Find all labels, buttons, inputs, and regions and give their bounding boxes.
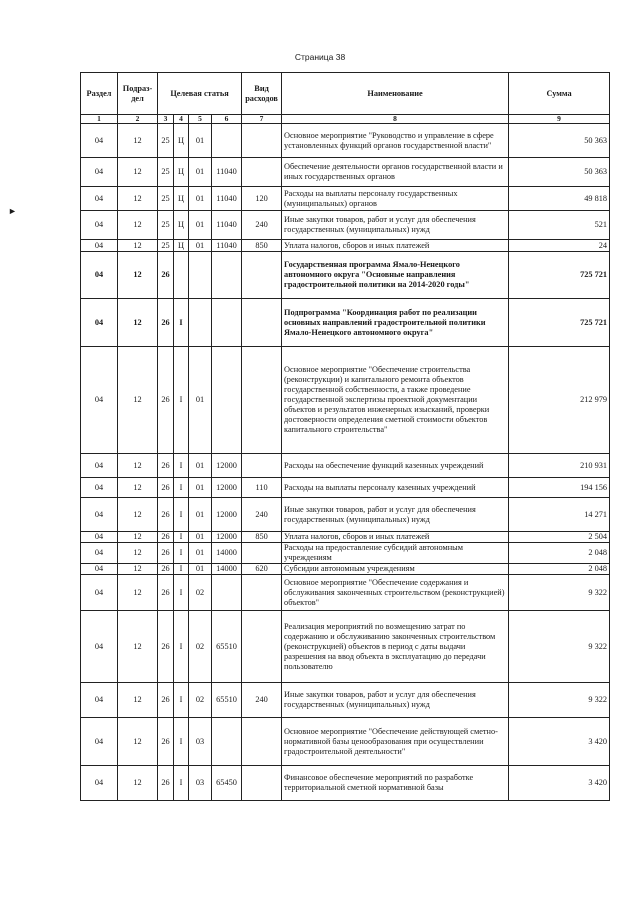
subsection-cell: 12: [118, 299, 158, 347]
section-cell: 04: [81, 766, 118, 801]
sum-cell: 50 363: [509, 158, 610, 187]
table-row: [81, 187, 610, 211]
expense-type-cell: [242, 158, 282, 187]
subsection-cell: 12: [118, 454, 158, 478]
name-cell: Уплата налогов, сборов и иных платежей: [282, 532, 509, 543]
column-number: 9: [509, 115, 610, 124]
direction-cell: 11040: [212, 187, 242, 211]
expense-type-cell: [242, 611, 282, 683]
column-number: 1: [81, 115, 118, 124]
subprogram-cell: Ц: [174, 240, 189, 252]
table-row: [81, 683, 610, 718]
event-cell: 01: [189, 543, 212, 564]
header-sum: Сумма: [509, 73, 610, 115]
program-cell: 25: [158, 158, 174, 187]
sum-cell: 3 420: [509, 766, 610, 801]
table-row: [81, 543, 610, 564]
subsection-cell: 12: [118, 498, 158, 532]
name-cell: Расходы на выплаты персоналу государственных (муниципальных) органов: [282, 187, 509, 211]
name-cell: Подпрограмма "Координация работ по реализации основных направлений градостроительной политики Ямало-Ненецкого автономного округа": [282, 299, 509, 347]
subprogram-cell: Ц: [174, 211, 189, 240]
expense-type-cell: 110: [242, 478, 282, 498]
sum-cell: 2 048: [509, 543, 610, 564]
section-cell: 04: [81, 543, 118, 564]
subprogram-cell: I: [174, 683, 189, 718]
section-cell: 04: [81, 347, 118, 454]
sum-cell: 212 979: [509, 347, 610, 454]
table-row: [81, 252, 610, 299]
name-cell: Иные закупки товаров, работ и услуг для обеспечения государственных (муниципальных) нужд: [282, 683, 509, 718]
subprogram-cell: I: [174, 766, 189, 801]
sum-cell: 210 931: [509, 454, 610, 478]
table-row: [81, 575, 610, 611]
expense-type-cell: 240: [242, 211, 282, 240]
section-cell: 04: [81, 718, 118, 766]
sum-cell: 49 818: [509, 187, 610, 211]
name-cell: Государственная программа Ямало-Ненецкого автономного округа "Основные направления градостроительной политики на 2014-2020 годы": [282, 252, 509, 299]
program-cell: 26: [158, 683, 174, 718]
sum-cell: 521: [509, 211, 610, 240]
section-cell: 04: [81, 211, 118, 240]
sum-cell: 2 504: [509, 532, 610, 543]
section-cell: 04: [81, 498, 118, 532]
subsection-cell: 12: [118, 683, 158, 718]
column-number: 5: [189, 115, 212, 124]
name-cell: Финансовое обеспечение мероприятий по разработке территориальной сметной нормативной базы: [282, 766, 509, 801]
subprogram-cell: Ц: [174, 124, 189, 158]
event-cell: 01: [189, 498, 212, 532]
direction-cell: 65450: [212, 766, 242, 801]
event-cell: 01: [189, 158, 212, 187]
header-name: Наименование: [282, 73, 509, 115]
subprogram-cell: I: [174, 478, 189, 498]
name-cell: Уплата налогов, сборов и иных платежей: [282, 240, 509, 252]
column-number: 3: [158, 115, 174, 124]
program-cell: 25: [158, 124, 174, 158]
expense-type-cell: [242, 252, 282, 299]
program-cell: 25: [158, 240, 174, 252]
direction-cell: 65510: [212, 683, 242, 718]
sum-cell: 24: [509, 240, 610, 252]
direction-cell: 14000: [212, 543, 242, 564]
subsection-cell: 12: [118, 252, 158, 299]
sum-cell: 194 156: [509, 478, 610, 498]
direction-cell: 11040: [212, 158, 242, 187]
budget-table: [80, 72, 610, 801]
name-cell: Обеспечение деятельности органов государственной власти и иных государственных органов: [282, 158, 509, 187]
section-cell: 04: [81, 158, 118, 187]
table-row: [81, 211, 610, 240]
table-row: [81, 564, 610, 575]
subsection-cell: 12: [118, 543, 158, 564]
table-row: [81, 766, 610, 801]
event-cell: 01: [189, 187, 212, 211]
table-row: [81, 478, 610, 498]
section-cell: 04: [81, 124, 118, 158]
program-cell: 26: [158, 564, 174, 575]
program-cell: 26: [158, 766, 174, 801]
name-cell: Основное мероприятие "Обеспечение содержания и обслуживания законченных строительством (реконструкцией) объектов": [282, 575, 509, 611]
expense-type-cell: [242, 575, 282, 611]
program-cell: 26: [158, 498, 174, 532]
name-cell: Расходы на предоставление субсидий автономным учреждениям: [282, 543, 509, 564]
direction-cell: 14000: [212, 564, 242, 575]
table-row: [81, 454, 610, 478]
event-cell: [189, 299, 212, 347]
event-cell: 01: [189, 347, 212, 454]
table-row: [81, 611, 610, 683]
direction-cell: [212, 124, 242, 158]
header-row: [81, 73, 610, 115]
program-cell: 25: [158, 187, 174, 211]
subprogram-cell: I: [174, 454, 189, 478]
name-cell: Расходы на обеспечение функций казенных учреждений: [282, 454, 509, 478]
subsection-cell: 12: [118, 240, 158, 252]
subsection-cell: 12: [118, 766, 158, 801]
subsection-cell: 12: [118, 347, 158, 454]
section-cell: 04: [81, 252, 118, 299]
direction-cell: 11040: [212, 240, 242, 252]
program-cell: 26: [158, 478, 174, 498]
subsection-cell: 12: [118, 718, 158, 766]
table-row: [81, 498, 610, 532]
section-cell: 04: [81, 532, 118, 543]
program-cell: 26: [158, 252, 174, 299]
column-number: 2: [118, 115, 158, 124]
subsection-cell: 12: [118, 211, 158, 240]
sum-cell: 9 322: [509, 611, 610, 683]
event-cell: 01: [189, 564, 212, 575]
expense-type-cell: 850: [242, 240, 282, 252]
section-cell: 04: [81, 240, 118, 252]
name-cell: Иные закупки товаров, работ и услуг для обеспечения государственных (муниципальных) нужд: [282, 498, 509, 532]
expense-type-cell: [242, 454, 282, 478]
table-row: [81, 347, 610, 454]
program-cell: 26: [158, 347, 174, 454]
direction-cell: 65510: [212, 611, 242, 683]
column-number: 4: [174, 115, 189, 124]
event-cell: 01: [189, 211, 212, 240]
sum-cell: 3 420: [509, 718, 610, 766]
direction-cell: [212, 252, 242, 299]
sum-cell: 14 271: [509, 498, 610, 532]
direction-cell: [212, 575, 242, 611]
sum-cell: 50 363: [509, 124, 610, 158]
direction-cell: [212, 718, 242, 766]
subprogram-cell: I: [174, 718, 189, 766]
table-row: [81, 718, 610, 766]
sum-cell: 725 721: [509, 252, 610, 299]
event-cell: 01: [189, 532, 212, 543]
name-cell: Основное мероприятие "Обеспечение строительства (реконструкции) и капитального ремонта объектов государственной собственности, а также проведение государственной экспертизы проектной документации объектов и результатов инженерных изысканий, проверки достоверности определения сметной стоимости объектов капитального строительства": [282, 347, 509, 454]
table-row: [81, 158, 610, 187]
program-cell: 26: [158, 575, 174, 611]
event-cell: 02: [189, 575, 212, 611]
expense-type-cell: [242, 543, 282, 564]
direction-cell: 11040: [212, 211, 242, 240]
subprogram-cell: [174, 252, 189, 299]
subprogram-cell: I: [174, 543, 189, 564]
direction-cell: [212, 299, 242, 347]
section-cell: 04: [81, 611, 118, 683]
section-cell: 04: [81, 299, 118, 347]
column-number: 6: [212, 115, 242, 124]
name-cell: Реализация мероприятий по возмещению затрат по содержанию и обслуживанию законченных строительством (реконструкцией) объектов в период с даты выдачи разрешения на ввод объекта в эксплуатацию до передачи пользователю: [282, 611, 509, 683]
section-cell: 04: [81, 683, 118, 718]
direction-cell: 12000: [212, 478, 242, 498]
subprogram-cell: Ц: [174, 187, 189, 211]
subsection-cell: 12: [118, 611, 158, 683]
subprogram-cell: I: [174, 299, 189, 347]
section-cell: 04: [81, 564, 118, 575]
column-number-row: [81, 115, 610, 124]
column-number: 8: [282, 115, 509, 124]
sum-cell: 2 048: [509, 564, 610, 575]
program-cell: 26: [158, 299, 174, 347]
subprogram-cell: I: [174, 575, 189, 611]
name-cell: Расходы на выплаты персоналу казенных учреждений: [282, 478, 509, 498]
subprogram-cell: I: [174, 611, 189, 683]
sum-cell: 725 721: [509, 299, 610, 347]
program-cell: 26: [158, 532, 174, 543]
header-expense-type: Вид расходов: [242, 73, 282, 115]
table-row: [81, 124, 610, 158]
event-cell: 01: [189, 454, 212, 478]
column-number: 7: [242, 115, 282, 124]
expense-type-cell: 850: [242, 532, 282, 543]
expense-type-cell: [242, 347, 282, 454]
expense-type-cell: 620: [242, 564, 282, 575]
subprogram-cell: I: [174, 498, 189, 532]
event-cell: 02: [189, 611, 212, 683]
sum-cell: 9 322: [509, 683, 610, 718]
section-cell: 04: [81, 575, 118, 611]
expense-type-cell: [242, 766, 282, 801]
subprogram-cell: I: [174, 532, 189, 543]
table-row: [81, 240, 610, 252]
direction-cell: [212, 347, 242, 454]
sum-cell: 9 322: [509, 575, 610, 611]
expense-type-cell: [242, 299, 282, 347]
program-cell: 26: [158, 454, 174, 478]
section-cell: 04: [81, 187, 118, 211]
program-cell: 25: [158, 211, 174, 240]
event-cell: 02: [189, 683, 212, 718]
subprogram-cell: I: [174, 564, 189, 575]
program-cell: 26: [158, 718, 174, 766]
event-cell: 01: [189, 478, 212, 498]
direction-cell: 12000: [212, 454, 242, 478]
margin-mark: ►: [8, 206, 17, 216]
subsection-cell: 12: [118, 478, 158, 498]
event-cell: [189, 252, 212, 299]
expense-type-cell: [242, 718, 282, 766]
subprogram-cell: I: [174, 347, 189, 454]
event-cell: 01: [189, 124, 212, 158]
event-cell: 01: [189, 240, 212, 252]
expense-type-cell: 240: [242, 498, 282, 532]
expense-type-cell: [242, 124, 282, 158]
subsection-cell: 12: [118, 575, 158, 611]
direction-cell: 12000: [212, 498, 242, 532]
program-cell: 26: [158, 611, 174, 683]
header-target-item: Целевая статья: [158, 73, 242, 115]
table-row: [81, 299, 610, 347]
direction-cell: 12000: [212, 532, 242, 543]
event-cell: 03: [189, 718, 212, 766]
name-cell: Основное мероприятие "Обеспечение действующей сметно-нормативной базы ценообразования при осуществлении градостроительной деятельности": [282, 718, 509, 766]
name-cell: Основное мероприятие "Руководство и управление в сфере установленных функций органов государственной власти": [282, 124, 509, 158]
name-cell: Субсидии автономным учреждениям: [282, 564, 509, 575]
program-cell: 26: [158, 543, 174, 564]
subsection-cell: 12: [118, 124, 158, 158]
event-cell: 03: [189, 766, 212, 801]
expense-type-cell: 120: [242, 187, 282, 211]
name-cell: Иные закупки товаров, работ и услуг для обеспечения государственных (муниципальных) нужд: [282, 211, 509, 240]
subsection-cell: 12: [118, 564, 158, 575]
section-cell: 04: [81, 454, 118, 478]
table-row: [81, 532, 610, 543]
header-section: Раздел: [81, 73, 118, 115]
section-cell: 04: [81, 478, 118, 498]
subsection-cell: 12: [118, 532, 158, 543]
expense-type-cell: 240: [242, 683, 282, 718]
subprogram-cell: Ц: [174, 158, 189, 187]
page-number: Страница 38: [294, 52, 346, 62]
subsection-cell: 12: [118, 158, 158, 187]
subsection-cell: 12: [118, 187, 158, 211]
header-subsection: Подраз- дел: [118, 73, 158, 115]
